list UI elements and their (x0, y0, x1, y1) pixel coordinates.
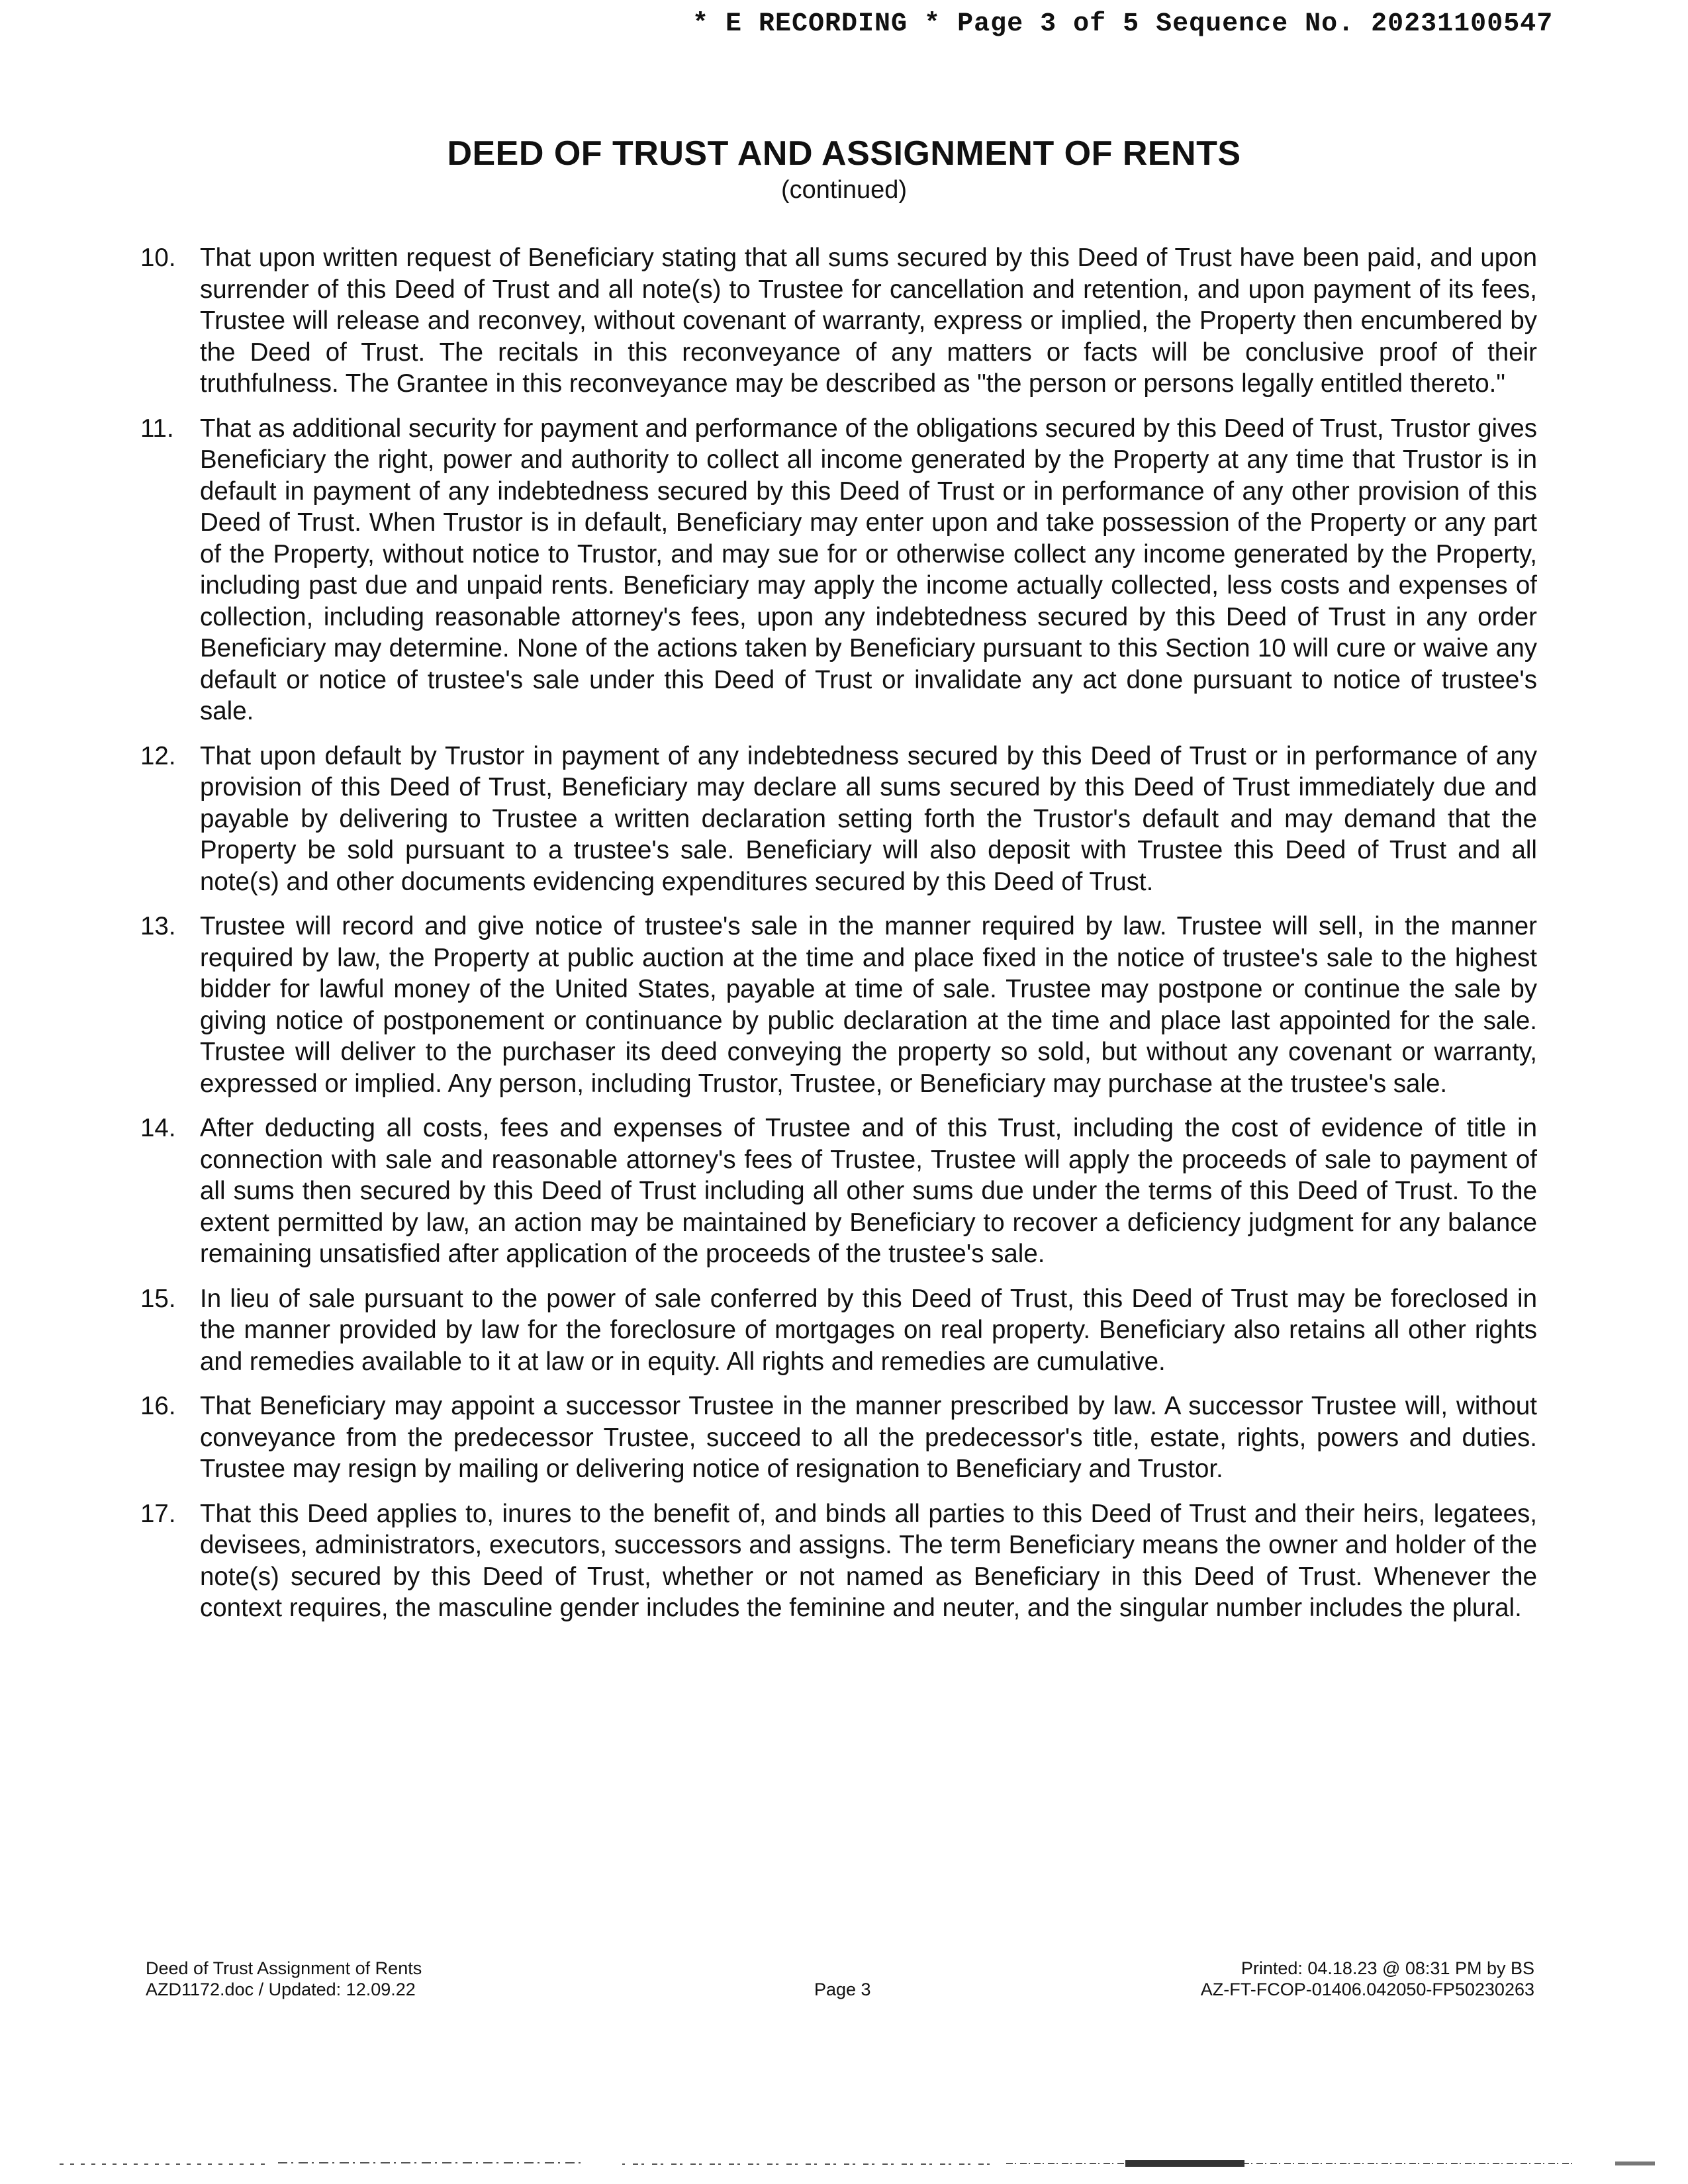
clause-number: 16. (140, 1392, 176, 1420)
clause-text: That as additional security for payment and performance of the obligations secured by this Deed of Trust, Trustor gives Beneficiary the right, power and authority to collect all income generated by the Property at any time that Trustor is in default in payment of any indebtedness secured by this Deed of Trust or in performance of any other provision of this Deed of Trust. When Trustor is in default, Beneficiary may enter upon and take possession of the Property or any part of the Property, without notice to Trustor, and may sue for or otherwise collect any income generated by the Property, including past due and unpaid rents. Beneficiary may apply the income actually collected, less costs and expenses of collection, including reasonable attorney's fees, upon any indebtedness secured by this Deed of Trust in any order Beneficiary may determine. None of the actions taken by Beneficiary pursuant to this Section 10 will cure or waive any default or notice of trustee's sale under this Deed of Trust or invalidate any act done pursuant to notice of trustee's sale. (200, 414, 1537, 725)
clause-text: That Beneficiary may appoint a successor Trustee in the manner prescribed by law. A successor Trustee will, without conveyance from the predecessor Trustee, succeed to all the predecessor's title, estate, rights, powers and duties. Trustee may resign by mailing or delivering notice of resignation to Beneficiary and Trustor. (200, 1392, 1537, 1483)
footer-right (1201, 1958, 1534, 2000)
clause-17 (140, 1498, 1537, 1624)
scan-artifact-line (0, 2159, 1688, 2169)
clause-number: 17. (140, 1499, 176, 1528)
clause-text: After deducting all costs, fees and expenses of Trustee and of this Trust, including the cost of evidence of title in connection with sale and reasonable attorney's fees of Trustee, Trustee will apply the proceeds of sale to payment of all sums then secured by this Deed of Trust including all other sums due under the terms of this Deed of Trust. To the extent permitted by law, an action may be maintained by Beneficiary to recover a deficiency judgment for any balance remaining unsatisfied after application of the proceeds of the trustee's sale. (200, 1114, 1537, 1268)
clause-number: 15. (140, 1284, 176, 1313)
footer-file-code: AZ-FT-FCOP-01406.042050-FP50230263 (1200, 1979, 1534, 1999)
clause-13 (140, 911, 1537, 1099)
footer-left (146, 1958, 422, 2000)
footer-page-number: Page 3 (814, 1979, 871, 1999)
clause-16 (140, 1390, 1537, 1485)
clause-text: Trustee will record and give notice of trustee's sale in the manner required by law. Trustee will sell, in the manner required by law, the Property at public auction at the time and place fixed in the notice of trustee's sale to the highest bidder for lawful money of the United States, payable at time of sale. Trustee may postpone or continue the sale by giving notice of postponement or continuance by public declaration at the time and place last appointed for the sale. Trustee will deliver to the purchaser its deed conveying the property so sold, but without any covenant or warranty, expressed or implied. Any person, including Trustor, Trustee, or Beneficiary may purchase at the trustee's sale. (200, 912, 1537, 1098)
clause-number: 14. (140, 1114, 176, 1142)
footer-doc-name: Deed of Trust Assignment of Rents (146, 1958, 422, 1978)
recording-stamp: * E RECORDING * Page 3 of 5 Sequence No. 20231100547 (692, 9, 1554, 39)
clause-number: 12. (140, 741, 176, 770)
clause-11 (140, 413, 1537, 727)
document-subtitle: (continued) (780, 176, 908, 204)
footer-printed: Printed: 04.18.23 @ 08:31 PM by BS (1241, 1958, 1534, 1978)
clause-number: 10. (140, 244, 176, 272)
footer-doc-version: AZD1172.doc / Updated: 12.09.22 (146, 1979, 416, 1999)
document-title: DEED OF TRUST AND ASSIGNMENT OF RENTS (447, 134, 1241, 173)
clause-number: 13. (140, 912, 176, 940)
clause-14 (140, 1113, 1537, 1270)
clause-15 (140, 1283, 1537, 1378)
clause-12 (140, 741, 1537, 898)
clause-text: That this Deed applies to, inures to the benefit of, and binds all parties to this Deed of Trust and their heirs, legatees, devisees, administrators, executors, successors and assigns. The term Beneficiary means the owner and holder of the note(s) secured by this Deed of Trust, whether or not named as Beneficiary in this Deed of Trust. Whenever the context requires, the masculine gender includes the feminine and neuter, and the singular number includes the plural. (200, 1499, 1537, 1622)
clause-text: That upon default by Trustor in payment of any indebtedness secured by this Deed of Trust or in performance of any provision of this Deed of Trust, Beneficiary may declare all sums secured by this Deed of Trust immediately due and payable by delivering to Trustee a written declaration setting forth the Trustor's default and may demand that the Property be sold pursuant to a trustee's sale. Beneficiary will also deposit with Trustee this Deed of Trust and all note(s) and other documents evidencing expenditures secured by this Deed of Trust. (200, 741, 1537, 896)
clause-text: That upon written request of Beneficiary stating that all sums secured by this Deed of Trust have been paid, and upon surrender of this Deed of Trust and all note(s) to Trustee for cancellation and retention, and upon payment of its fees, Trustee will release and reconvey, without covenant of warranty, express or implied, the Property then encumbered by the Deed of Trust. The recitals in this reconveyance of any matters or facts will be conclusive proof of their truthfulness. The Grantee in this reconveyance may be described as "the person or persons legally entitled thereto." (200, 244, 1537, 398)
clause-number: 11. (140, 414, 174, 443)
clause-10 (140, 242, 1537, 400)
clause-list (140, 242, 1537, 1637)
clause-text: In lieu of sale pursuant to the power of sale conferred by this Deed of Trust, this Deed of Trust may be foreclosed in the manner provided by law for the foreclosure of mortgages on real property. Beneficiary also retains all other rights and remedies available to it at law or in equity. All rights and remedies are cumulative. (200, 1284, 1537, 1376)
